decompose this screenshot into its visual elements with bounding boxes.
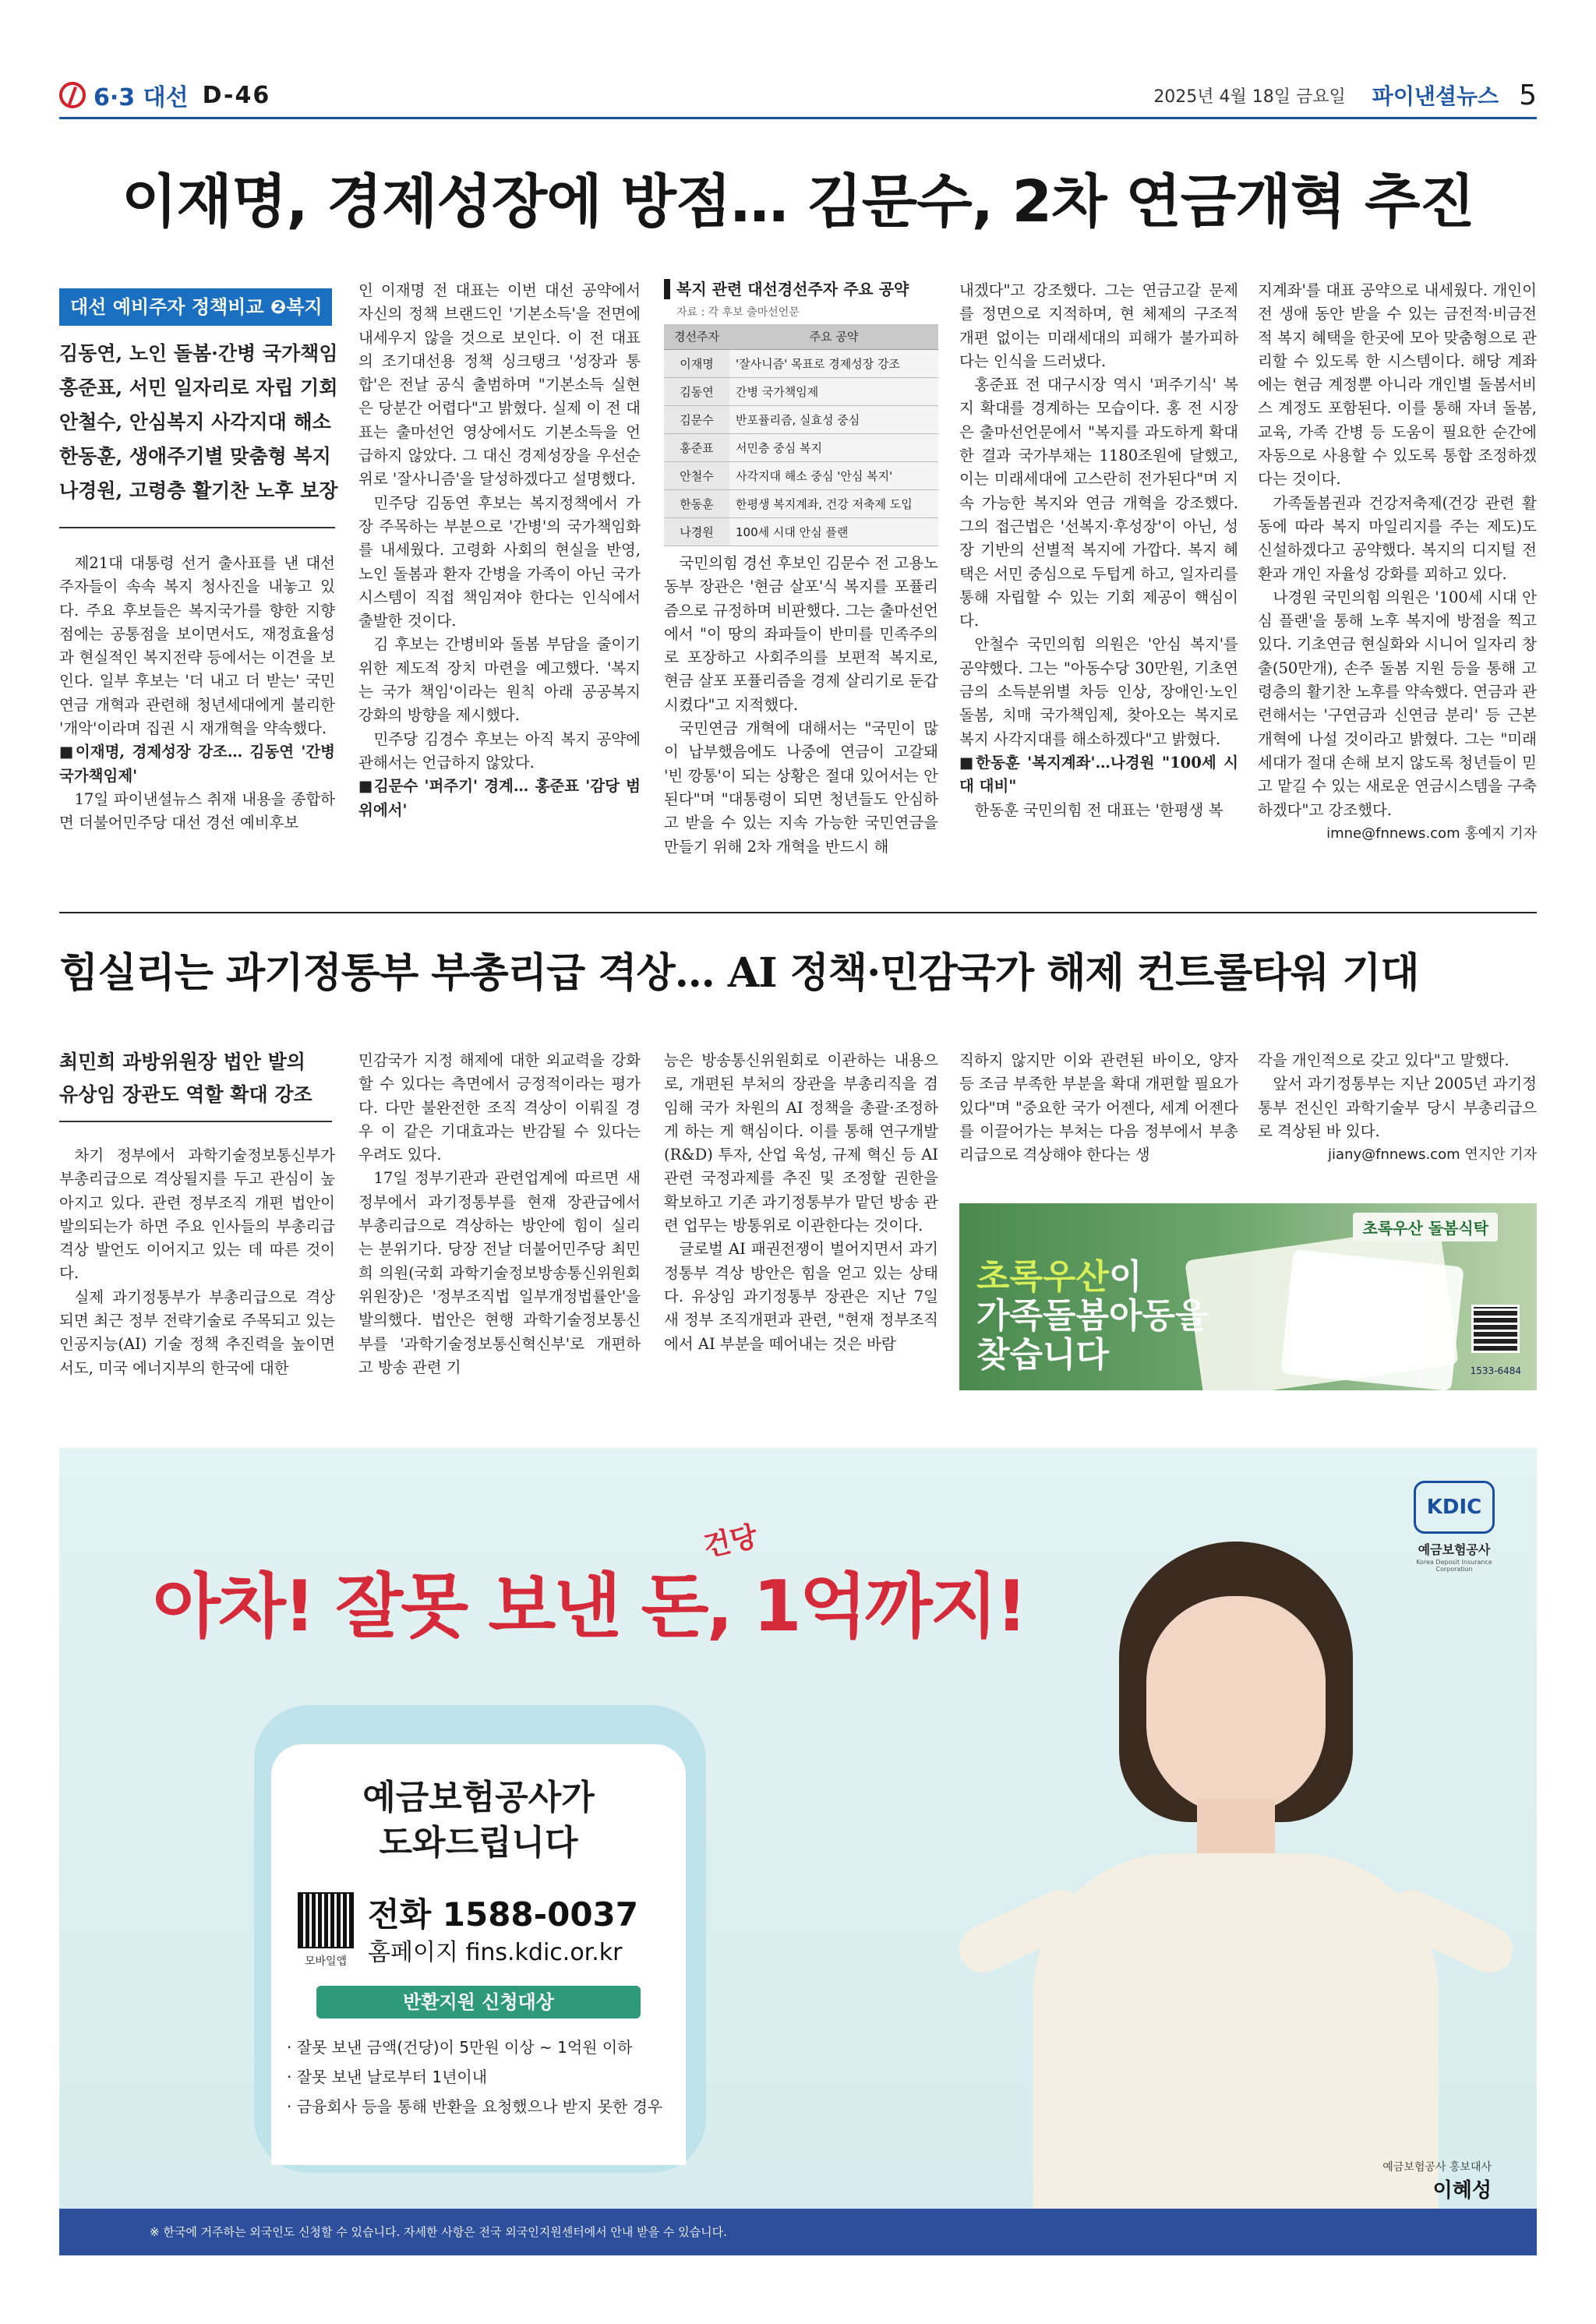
paragraph: 차기 정부에서 과학기술정보통신부가 부총리급으로 격상될지를 두고 관심이 높아지고 있다. 관련 정부조직 개편 법안이 발의되는가 하면 주요 인사들의 부총리급 격상 발언도 이어지고 있는 데 따른 것이다. (59, 1146, 335, 1283)
subhead: 나경원, 고령층 활기찬 노후 보장 (59, 479, 338, 502)
pledge-cell: 사각지대 해소 중심 '안심 복지' (729, 461, 938, 489)
paragraph: 실제 과기정통부가 부총리급으로 격상되면 최근 정부 전략기술로 주목되고 있는 인공지능(AI) 기술 정책 추진력을 높이면서도, 미국 에너지부의 한국에 대한 (59, 1287, 335, 1377)
ad-card-image (1280, 1249, 1464, 1390)
candidate-cell: 한동훈 (664, 489, 729, 517)
crosshead: ■이재명, 경제성장 강조… 김동연 '간병국가책임제' (59, 743, 335, 785)
ambassador-name: 이혜성 (1432, 2179, 1492, 2202)
candidate-cell: 김동연 (664, 377, 729, 405)
article1-col5 (1258, 279, 1537, 846)
eligibility-list (287, 2033, 662, 2121)
paragraph: 지계좌'를 대표 공약으로 내세웠다. 개인이 전 생애 동안 받을 수 있는 금전적·비금전적 복지 혜택을 한곳에 모아 맞춤형으로 관리할 수 있도록 한 시스템이다. 해당 계좌에는 현금 계정뿐 아니라 개인별 돌봄서비스 계정도 포함된다. 이를 통해 자녀 돌봄, 교육, 가족 간병 등 도움이 필요한 순간에 자동으로 사용할 수 있도록 통합 조정하겠다는 것이다. (1258, 281, 1537, 489)
issue-date: 2025년 4월 18일 금요일 (1153, 87, 1346, 107)
paragraph: 홍준표 전 대구시장 역시 '퍼주기식' 복지 확대를 경계하는 모습이다. 홍 전 시장은 출마선언문에서 "복지를 과도하게 확대한 결과 국가부채는 1180조원에 달했고, 이는 미래세대에 고스란히 전가된다"며 지속 가능한 복지와 연금 개혁을 강조했다. 그의 접근법은 '선복지·후성장'이 아닌, 성장 기반의 선별적 복지에 가깝다. 복지 혜택은 서민 중심으로 두텁게 하고, 일자리를 통해 자립할 수 있는 기회 제공이 핵심이다. (959, 376, 1238, 630)
eligibility-item: · 잘못 보낸 날로부터 1년이내 (287, 2068, 488, 2086)
table-source: 자료 : 각 후보 출마선언문 (676, 306, 800, 319)
kdic-logo: KDIC (1414, 1481, 1495, 1534)
kdic-phone: 전화 1588-0037 (368, 1895, 638, 1934)
masthead-left (59, 75, 270, 115)
paragraph: 각을 개인적으로 갖고 있다"고 말했다. (1258, 1051, 1509, 1069)
brand-name: 초록우산 (1362, 1219, 1423, 1238)
qr-label: 모바일앱 (304, 1955, 348, 1968)
candidate-cell: 안철수 (664, 461, 729, 489)
kdic-ad-headline: 아차! 잘못 보낸 돈, 1억까지! (153, 1566, 1026, 1648)
subhead-rule (59, 1121, 332, 1122)
edition-label: 6·3 대선 (94, 84, 189, 111)
per-case-label: 건당 (701, 1520, 761, 1563)
table-row (664, 461, 938, 489)
subhead: 김동연, 노인 돌봄·간병 국가책임 (59, 342, 338, 365)
subhead: 안철수, 안심복지 사각지대 해소 (59, 411, 331, 433)
eligibility-item: · 잘못 보낸 금액(건당)이 5만원 이상 ~ 1억원 이하 (287, 2038, 633, 2057)
candidate-cell: 홍준표 (664, 433, 729, 461)
pledge-cell: 100세 시대 안심 플랜 (729, 517, 938, 546)
article1-col2 (358, 279, 641, 822)
phone-card-title (271, 1775, 686, 1866)
article2-col5 (1258, 1049, 1537, 1167)
paragraph: 김 후보는 간병비와 돌봄 부담을 줄이기 위한 제도적 장치 마련을 예고했다. '복지는 국가 책임'이라는 원칙 아래 공공복지 강화의 방향을 제시했다. (358, 635, 641, 725)
article1-col1 (59, 552, 335, 835)
candidate-cell: 나경원 (664, 517, 729, 546)
article1-headline: 이재명, 경제성장에 방점… 김문수, 2차 연금개혁 추진 (122, 168, 1474, 235)
table-row (664, 489, 938, 517)
paragraph: 민감국가 지정 해제에 대한 외교력을 강화할 수 있다는 측면에서 긍정적이라는 평가다. 다만 불완전한 조직 격상이 이뤄질 경우 이 같은 기대효과는 반감될 수 있다는 우려도 있다. (358, 1051, 641, 1164)
table-row (664, 433, 938, 461)
page-number: 5 (1519, 79, 1537, 111)
candidate-cell: 이재명 (664, 349, 729, 377)
charity-brand (1353, 1213, 1498, 1241)
paragraph: 한동훈 국민의힘 전 대표는 '한평생 복 (974, 800, 1223, 819)
subhead: 홍준표, 서민 일자리로 자립 기회 (59, 376, 338, 399)
table-header: 주요 공약 (729, 324, 938, 349)
ad-copy-highlight: 초록우산 (976, 1257, 1110, 1297)
table-row (664, 517, 938, 546)
masthead (59, 75, 1537, 115)
model-face (1146, 1596, 1326, 1814)
dday-label: D-46 (202, 81, 271, 109)
table-row (664, 349, 938, 377)
paragraph: 안철수 국민의힘 의원은 '안심 복지'를 공약했다. 그는 "아동수당 30만원, 기초연금의 소득분위별 차등 인상, 장애인·노인 돌봄, 치매 국가책임제, 찾아오는 복지로 복지 사각지대를 해소하겠다"고 밝혔다. (959, 635, 1238, 748)
election-logo-icon (59, 82, 86, 108)
ad-copy-text: 이 (1109, 1257, 1142, 1297)
candidate-cell: 김문수 (664, 405, 729, 433)
paragraph: 17일 파이낸셜뉴스 취재 내용을 종합하면 더불어민주당 대선 경선 예비후보 (59, 789, 335, 832)
paragraph: 제21대 대통령 선거 출사표를 낸 대선주자들이 속속 복지 청사진을 내놓고 있다. 주요 후보들은 복지국가를 향한 지향점에는 공통점을 보이면서도, 재정효율성과 현실적인 복지전략 등에서는 이견을 보인다. 일부 후보는 '더 내고 더 받는' 국민연금 개혁과 관련해 청년세대에게 불리한 '개악'이라며 집권 시 재개혁을 약속했다. (59, 554, 335, 738)
pledge-cell: 간병 국가책임제 (729, 377, 938, 405)
article1-col4 (959, 279, 1238, 822)
article2-col1 (59, 1144, 335, 1380)
ambassador-caption (1382, 2159, 1492, 2203)
card-title-line: 도와드립니다 (379, 1823, 578, 1863)
article2-byline: jiany@fnnews.com 연지안 기자 (1328, 1146, 1537, 1164)
article1-subheads (59, 337, 338, 508)
charity-ad[interactable] (959, 1203, 1537, 1390)
paper-name: 파이낸셜뉴스 (1372, 83, 1499, 109)
pledge-cell: 한평생 복지계좌, 건강 저축제 도입 (729, 489, 938, 517)
eligibility-item: · 금융회사 등을 통해 반환을 요청했으나 받지 못한 경우 (287, 2097, 663, 2116)
paragraph: 글로벌 AI 패권전쟁이 벌어지면서 과기정통부 격상 방안은 힘을 얻고 있는 상태다. 유상임 과기정통부 장관은 지난 7일 새 정부 조직개편과 관련, "현재 정부조직에서 AI 부분을 떼어내는 것은 바람 (664, 1240, 938, 1353)
kdic-homepage[interactable]: 홈페이지 fins.kdic.or.kr (368, 1939, 623, 1966)
section-tag: 대선 예비주자 정책비교 ❷복지 (59, 288, 332, 326)
table-row (664, 377, 938, 405)
article2-col3 (664, 1049, 938, 1356)
table-title: 복지 관련 대선경선주자 주요 공약 (664, 279, 938, 299)
paragraph: 가족돌봄권과 건강저축제(건강 관련 활동에 따라 복지 마일리지를 주는 제도)도 신설하겠다고 공약했다. 복지의 디지털 전환과 개인 자율성 강화를 꾀하고 있다. (1258, 493, 1537, 583)
article2-col2 (358, 1049, 641, 1379)
pledge-cell: '잘사니즘' 목표로 경제성장 강조 (729, 349, 938, 377)
article2-subheads (59, 1046, 332, 1111)
ambassador-photo (987, 1542, 1470, 2255)
paragraph: 국민의힘 경선 후보인 김문수 전 고용노동부 장관은 '현금 살포'식 복지를 포퓰리즘으로 규정하며 비판했다. 그는 출마선언에서 "이 땅의 좌파들이 반미를 민족주의로 포장하고 사회주의를 보편적 복지로, 현금 살포 포퓰리즘을 경제 살리기로 둔갑시켰다"고 지적했다. (664, 554, 938, 714)
card-title-line: 예금보험공사가 (362, 1778, 595, 1817)
table-header: 경선주자 (664, 324, 729, 349)
brand-tag: 돌봄식탁 (1428, 1219, 1488, 1238)
qr-code-icon[interactable] (1471, 1305, 1520, 1353)
qr-code-icon[interactable] (298, 1892, 354, 1948)
kdic-ad[interactable] (59, 1448, 1537, 2255)
policy-table-box (664, 279, 938, 546)
article-separator (59, 912, 1537, 913)
article2-headline: 힘실리는 과기정통부 부총리급 격상… AI 정책·민감국가 해제 컨트롤타워 기대 (59, 949, 1419, 997)
paragraph: 직하지 않지만 이와 관련된 바이오, 양자 등 조금 부족한 부분을 확대 개편할 필요가 있다"며 "중요한 국가 어젠다, 세계 어젠다를 이끌어가는 부처는 다음 정부에서 부총리급으로 격상해야 한다는 생 (959, 1051, 1238, 1164)
ad-copy-text: 가족돌봄아동을 (976, 1296, 1209, 1336)
kdic-english-name: Korea Deposit Insurance Corporation (1416, 1559, 1492, 1573)
ambassador-role: 예금보험공사 홍보대사 (1382, 2161, 1492, 2174)
paragraph: 능은 방송통신위원회로 이관하는 내용으로, 개편된 부처의 장관을 부총리직을 겸임해 국가 차원의 AI 정책을 총괄·조정하게 하는 게 핵심이다. 이를 통해 연구개발(R&D) 투자, 산업 육성, 규제 혁신 등 AI 관련 국정과제를 추진 및 조정할 권한을 확보하고 기존 과기정통부가 맡던 방송 관련 업무는 방통위로 이관한다는 것이다. (664, 1051, 938, 1235)
paragraph: 나경원 국민의힘 의원은 '100세 시대 안심 플랜'을 통해 노후 복지에 방점을 찍고 있다. 기초연금 현실화와 시니어 일자리 창출(50만개), 손주 돌봄 지원 등을 통해 고령층의 활기찬 노후를 약속했다. 연금과 관련해서는 '구연금과 신연금 분리' 등 근본개혁에 나설 것이라고 밝혔다. 그는 "미래세대가 절대 손해 보지 않도록 청년들이 믿고 맡길 수 있는 새로운 연금시스템을 구축하겠다"고 강조했다. (1258, 588, 1537, 819)
subhead: 한동훈, 생애주기별 맞춤형 복지 (59, 445, 331, 468)
paragraph: 인 이재명 전 대표는 이번 대선 공약에서 자신의 정책 브랜드인 '기본소득'을 전면에 내세우지 않을 것으로 보인다. 이 전 대표의 조기대선용 정책 싱크탱크 '성장과 통합'은 전날 공식 출범하며 "기본소득 실현은 당분간 어렵다"고 밝혔다. 실제 이 전 대표는 출마선언 영상에서도 기본소득을 언급하지 않았다. 그 대신 경제성장을 우선순위로 '잘사니즘'을 달성하겠다고 설명했다. (358, 281, 641, 489)
paragraph: 앞서 과기정통부는 지난 2005년 과기정통부 전신인 과학기술부 당시 부총리급으로 격상된 바 있다. (1258, 1075, 1537, 1140)
article1-byline: imne@fnnews.com 홍예지 기자 (1326, 825, 1537, 842)
kdic-ad-footer: ※ 한국에 거주하는 외국인도 신청할 수 있습니다. 자세한 사항은 전국 외국인지원센터에서 안내 받을 수 있습니다. (59, 2209, 1537, 2255)
charity-ad-copy (976, 1258, 1209, 1375)
kdic-name: 예금보험공사 (1418, 1542, 1491, 1557)
table-row (664, 405, 938, 433)
model-blouse (1033, 1853, 1439, 2255)
subhead: 최민희 과방위원장 법안 발의 (59, 1051, 305, 1073)
eligibility-label: 반환지원 신청대상 (316, 1986, 641, 2018)
subhead-rule (59, 527, 335, 528)
article2-col4 (959, 1049, 1238, 1167)
pledge-cell: 서민층 중심 복지 (729, 433, 938, 461)
article1-col3 (664, 552, 938, 859)
paragraph: 내겠다"고 강조했다. 그는 연금고갈 문제를 정면으로 지적하며, 현 체제의 구조적 개편 없이는 미래세대의 피해가 불가피하다는 인식을 드러냈다. (959, 281, 1238, 370)
paragraph: 국민연금 개혁에 대해서는 "국민이 많이 납부했음에도 나중에 연금이 고갈돼 '빈 깡통'이 되는 상황은 절대 있어서는 안 된다"며 "대통령이 되면 청년들도 안심하고 받을 수 있는 지속 가능한 국민연금을 만들기 위해 2차 개혁을 반드시 해 (664, 719, 938, 856)
paragraph: 민주당 김동연 후보는 복지정책에서 가장 주목하는 부분으로 '간병'의 국가책임화를 내세웠다. 고령화 사회의 현실을 반영, 노인 돌봄과 환자 간병을 가족이 아닌 국가시스템이 직접 책임져야 한다는 인식에서 출발한 것이다. (358, 493, 641, 630)
subhead: 유상임 장관도 역할 확대 강조 (59, 1083, 312, 1106)
charity-phone: 1533-6484 (1470, 1365, 1521, 1376)
crosshead: ■한동훈 '복지계좌'…나경원 "100세 시대 대비" (959, 753, 1238, 796)
masthead-rule (59, 117, 1537, 119)
paragraph: 민주당 김경수 후보는 아직 복지 공약에 관해서는 언급하지 않았다. (358, 729, 641, 772)
policy-table (664, 324, 938, 546)
pledge-cell: 반포퓰리즘, 실효성 중심 (729, 405, 938, 433)
crosshead: ■김문수 '퍼주기' 경계… 홍준표 '감당 범위에서' (358, 777, 641, 819)
masthead-right (1153, 75, 1537, 115)
paragraph: 17일 정부기관과 관련업계에 따르면 새 정부에서 과기정통부를 현재 장관급에서 부총리급으로 격상하는 방안에 힘이 실리는 분위기다. 당장 전날 더불어민주당 최민희 의원(국회 과학기술정보방송통신위원회 위원장)은 '정부조직법 일부개정법률안'을 발의했다. 법안은 현행 과학기술정보통신부를 '과학기술정보통신혁신부'로 개편하고 방송 관련 기 (358, 1169, 641, 1376)
ad-copy-text: 찾습니다 (976, 1335, 1110, 1375)
